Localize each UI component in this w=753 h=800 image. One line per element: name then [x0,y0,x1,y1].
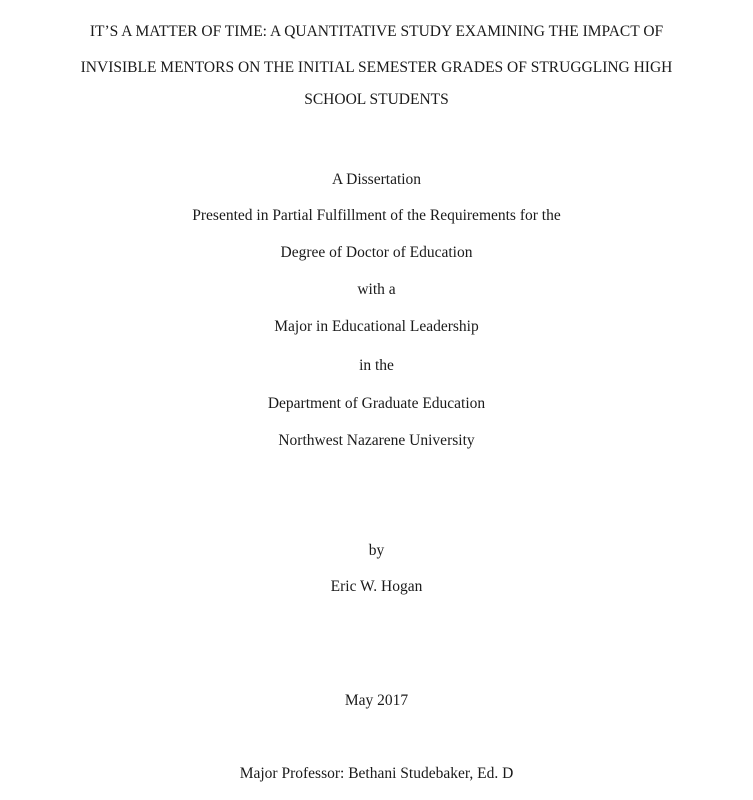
title-line-2: INVISIBLE MENTORS ON THE INITIAL SEMESTER GRADES OF STRUGGLING HIGH [80,59,673,76]
department-line: Department of Graduate Education [267,395,486,412]
date: May 2017 [344,692,409,709]
degree-line: Degree of Doctor of Education [280,244,473,261]
in-the-line: in the [359,357,394,374]
author-name: Eric W. Hogan [330,578,423,595]
major-professor: Major Professor: Bethani Studebaker, Ed. D [239,765,514,782]
major-line: Major in Educational Leadership [274,318,479,335]
byline: by [368,542,385,559]
with-a-line: with a [357,281,396,298]
fulfillment-line: Presented in Partial Fulfillment of the Requirements for the [192,207,561,224]
title-line-3: SCHOOL STUDENTS [304,91,449,108]
dissertation-label: A Dissertation [331,171,422,188]
title-line-1: IT’S A MATTER OF TIME: A QUANTITATIVE STUDY EXAMINING THE IMPACT OF [89,23,664,40]
university-line: Northwest Nazarene University [278,432,475,449]
